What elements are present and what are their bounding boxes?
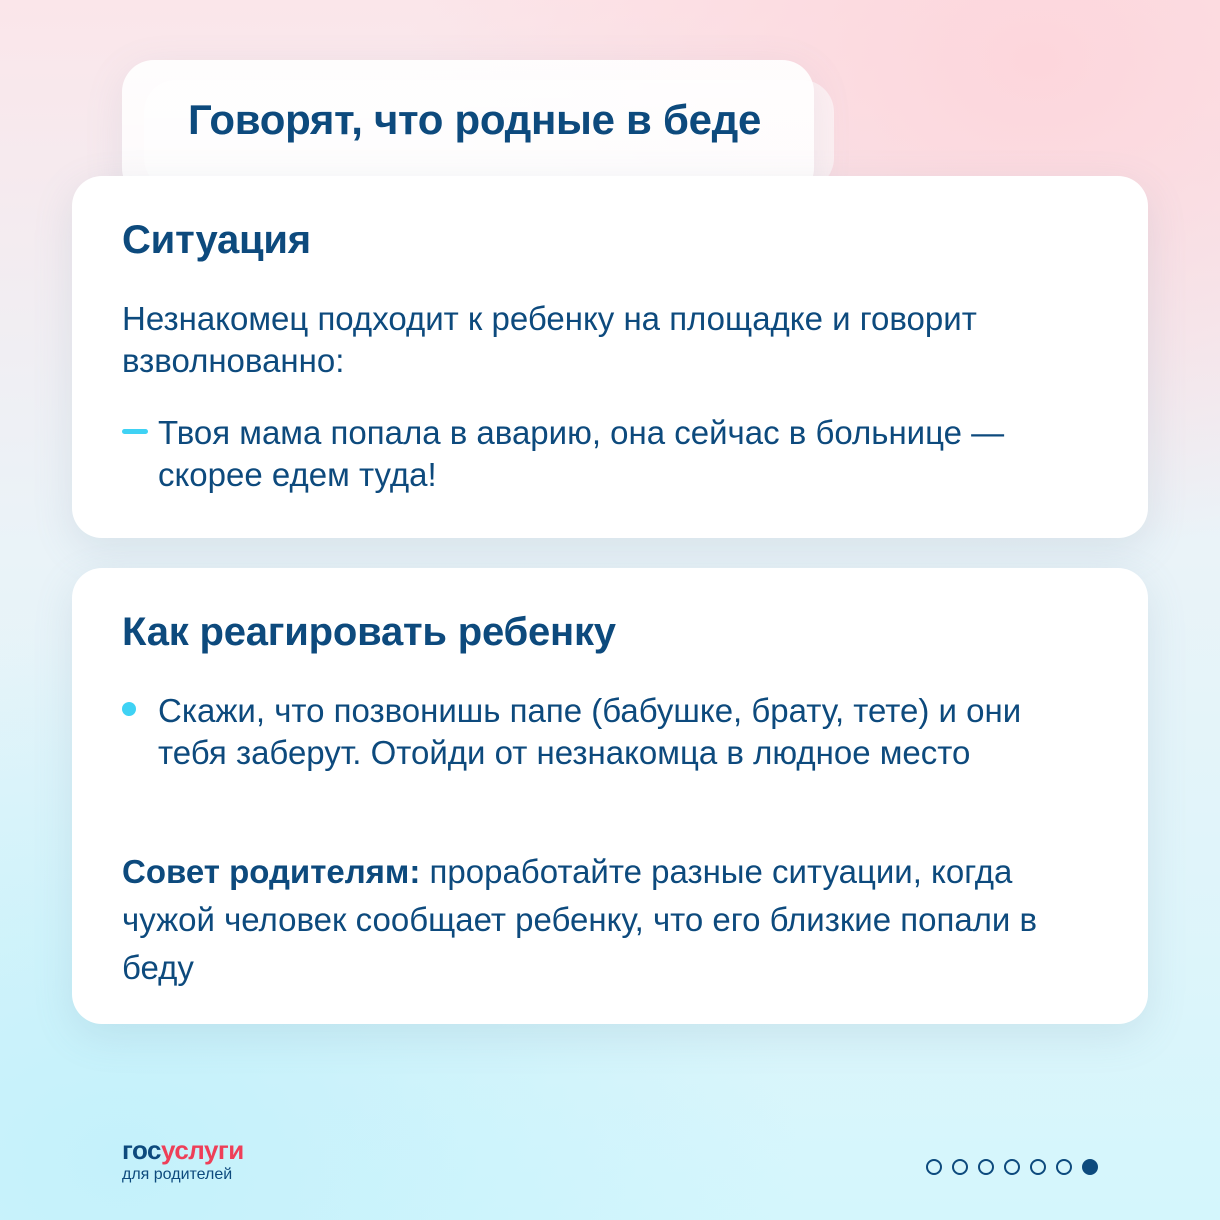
situation-description: Незнакомец подходит к ребенку на площадке и говорит взволнованно:	[122, 300, 977, 379]
pagination-dot-2[interactable]	[952, 1159, 968, 1175]
pagination-dot-7[interactable]	[1082, 1159, 1098, 1175]
pagination-dot-3[interactable]	[978, 1159, 994, 1175]
pagination-dot-4[interactable]	[1004, 1159, 1020, 1175]
pagination-dot-1[interactable]	[926, 1159, 942, 1175]
reaction-card	[72, 568, 1148, 1024]
situation-heading: Ситуация	[122, 218, 311, 262]
pagination-dot-5[interactable]	[1030, 1159, 1046, 1175]
pagination-dot-6[interactable]	[1056, 1159, 1072, 1175]
dash-marker-icon	[122, 429, 148, 434]
logo-part-gos: гос	[122, 1135, 161, 1165]
situation-quote: Твоя мама попала в аварию, она сейчас в больнице — скорее едем туда!	[158, 414, 1005, 493]
situation-card	[72, 176, 1148, 538]
logo-subtitle: для родителей	[122, 1166, 233, 1183]
advice-text: проработайте разные ситуации, когда чужой человек сообщает ребенку, что его близкие попали в беду	[122, 853, 1038, 986]
gosuslugi-logo[interactable]	[122, 1136, 244, 1164]
page-title: Говорят, что родные в беде	[188, 96, 762, 143]
bullet-dot-icon	[122, 702, 136, 716]
parent-advice	[122, 848, 1112, 992]
logo-part-uslugi: услуги	[161, 1135, 244, 1165]
pagination-dots	[926, 1159, 1098, 1175]
reaction-heading: Как реагировать ребенку	[122, 610, 616, 654]
reaction-item: Скажи, что позвонишь папе (бабушке, брату, тете) и они тебя заберут. Отойди от незнакомца в людное место	[158, 692, 1022, 771]
advice-label: Совет родителям:	[122, 853, 421, 890]
